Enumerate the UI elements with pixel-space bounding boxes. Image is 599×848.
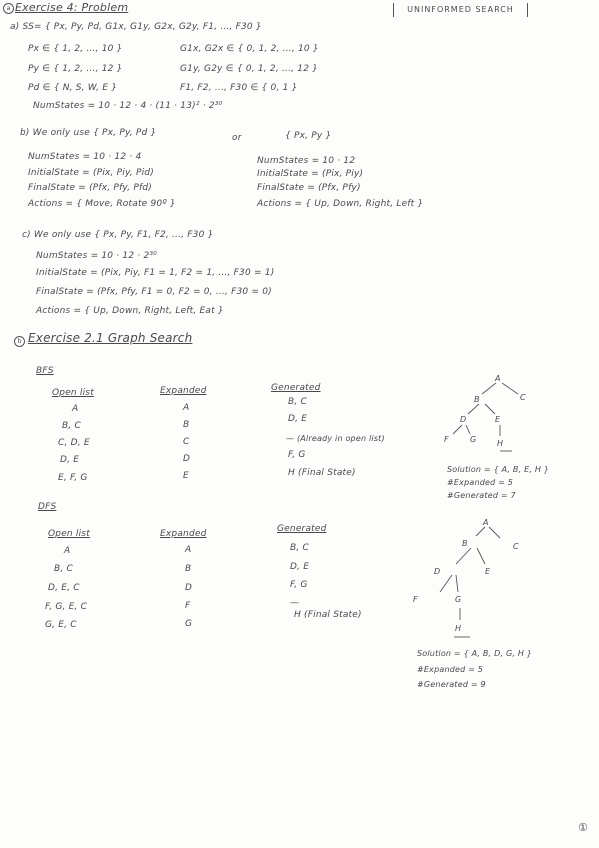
bfs-generated-row: B, C xyxy=(288,397,307,407)
dfs-solution: Solution = { A, B, D, G, H } xyxy=(417,649,533,658)
part-c-final-state: FinalState = (Pfx, Pfy, F1 = 0, F2 = 0, ..., F30 = 0) xyxy=(36,287,272,297)
dfs-tree-node: E xyxy=(485,567,491,576)
bfs-solution: Solution = { A, B, E, H } xyxy=(447,465,550,474)
bfs-generated-count: #Generated = 7 xyxy=(447,491,516,500)
bfs-tree-node: E xyxy=(495,415,501,424)
bfs-generated-row: H (Final State) xyxy=(288,468,356,478)
dfs-open-row: G, E, C xyxy=(45,620,77,630)
bfs-tree-node: A xyxy=(495,374,501,383)
dfs-expanded-row: B xyxy=(185,564,192,574)
page-title: UNINFORMED SEARCH xyxy=(393,3,528,17)
part-b-initial-state-right: InitialState = (Pix, Piy) xyxy=(257,169,364,179)
part-a-gy-domain: G1y, G2y ∈ { 0, 1, 2, ..., 12 } xyxy=(180,64,319,74)
part-b-final-state-right: FinalState = (Pfx, Pfy) xyxy=(257,183,361,193)
part-c-initial-state: InitialState = (Pix, Piy, F1 = 1, F2 = 1, ..., F30 = 1) xyxy=(36,268,275,278)
bfs-tree-node: C xyxy=(520,393,526,402)
dfs-open-row: A xyxy=(64,546,71,556)
part-b-title-right: { Px, Py } xyxy=(285,131,332,141)
bfs-generated-row: D, E xyxy=(288,414,308,424)
dfs-expanded-row: A xyxy=(185,545,192,555)
dfs-generated-row: — xyxy=(290,598,300,608)
dfs-open-row: B, C xyxy=(54,564,73,574)
bfs-open-row: C, D, E xyxy=(58,438,90,448)
part-c-actions: Actions = { Up, Down, Right, Left, Eat } xyxy=(36,306,224,316)
part-a-state-space: a) SS= { Px, Py, Pd, G1x, G1y, G2x, G2y, F1, ..., F30 } xyxy=(10,22,262,32)
bfs-expanded-row: A xyxy=(183,403,190,413)
dfs-tree-node: F xyxy=(413,595,418,604)
bfs-open-row: E, F, G xyxy=(58,473,88,483)
dfs-tree-node: A xyxy=(483,518,489,527)
dfs-generated-row: F, G xyxy=(290,580,308,590)
bfs-tree-node: F xyxy=(444,435,449,444)
dfs-tree-node: C xyxy=(513,542,519,551)
bfs-tree-node: B xyxy=(474,395,480,404)
dfs-open-row: F, G, E, C xyxy=(45,602,88,612)
bfs-generated-row: — (Already in open list) xyxy=(286,434,385,443)
dfs-generated-count: #Generated = 9 xyxy=(417,680,486,689)
bfs-open-header: Open list xyxy=(52,388,94,398)
bfs-generated-row: F, G xyxy=(288,450,306,460)
bfs-expanded-row: D xyxy=(183,454,191,464)
bfs-label: BFS xyxy=(36,366,54,376)
part-c-num-states: NumStates = 10 · 12 · 2³⁰ xyxy=(36,251,157,261)
part-b-or: or xyxy=(232,133,242,143)
part-b-actions-right: Actions = { Up, Down, Right, Left } xyxy=(257,199,424,209)
bfs-expanded-row: B xyxy=(183,420,190,430)
bfs-tree-node: H xyxy=(497,439,504,448)
dfs-expanded-row: D xyxy=(185,583,193,593)
dfs-tree-node: H xyxy=(455,624,462,633)
part-a-px-domain: Px ∈ { 1, 2, ..., 10 } xyxy=(28,44,123,54)
dfs-tree-node: D xyxy=(434,567,441,576)
dfs-tree-node: G xyxy=(455,595,462,604)
part-b-initial-state: InitialState = (Pix, Piy, Pid) xyxy=(28,168,154,178)
page-number: ① xyxy=(578,821,589,834)
dfs-expanded-header: Expanded xyxy=(160,529,207,539)
bfs-tree-node: G xyxy=(470,435,477,444)
bfs-expanded-row: E xyxy=(183,471,189,481)
bfs-open-row: D, E xyxy=(60,455,80,465)
part-b-title: b) We only use { Px, Py, Pd } xyxy=(20,128,157,138)
dfs-label: DFS xyxy=(38,502,57,512)
bfs-open-row: B, C xyxy=(62,421,81,431)
part-a-num-states: NumStates = 10 · 12 · 4 · (11 · 13)² · 2³⁰ xyxy=(33,101,223,111)
bfs-open-row: A xyxy=(72,404,79,414)
part-b-num-states: NumStates = 10 · 12 · 4 xyxy=(28,152,142,162)
part-c-title: c) We only use { Px, Py, F1, F2, ..., F30 } xyxy=(22,230,214,240)
bfs-expanded-count: #Expanded = 5 xyxy=(447,478,514,487)
part-b-num-states-right: NumStates = 10 · 12 xyxy=(257,156,356,166)
dfs-expanded-count: #Expanded = 5 xyxy=(417,665,484,674)
bfs-expanded-header: Expanded xyxy=(160,386,207,396)
dfs-generated-row: B, C xyxy=(290,543,309,553)
dfs-generated-row: H (Final State) xyxy=(294,610,362,620)
dfs-open-header: Open list xyxy=(48,529,90,539)
part-a-gx-domain: G1x, G2x ∈ { 0, 1, 2, ..., 10 } xyxy=(180,44,319,54)
part-b-actions: Actions = { Move, Rotate 90º } xyxy=(28,199,176,209)
part-a-f-domain: F1, F2, ..., F30 ∈ { 0, 1 } xyxy=(180,83,298,93)
dfs-expanded-row: G xyxy=(185,619,193,629)
part-a-pd-domain: Pd ∈ { N, S, W, E } xyxy=(28,83,118,93)
dfs-generated-header: Generated xyxy=(277,524,327,534)
dfs-expanded-row: F xyxy=(185,601,191,611)
dfs-generated-row: D, E xyxy=(290,562,310,572)
exercise-1-title: Exercise 4: Problem xyxy=(15,1,129,14)
exercise-marker-a: a xyxy=(3,3,14,14)
bfs-expanded-row: C xyxy=(183,437,190,447)
part-b-final-state: FinalState = (Pfx, Pfy, Pfd) xyxy=(28,183,153,193)
bfs-tree-node: D xyxy=(460,415,467,424)
exercise-2-title: Exercise 2.1 Graph Search xyxy=(28,331,193,345)
bfs-generated-header: Generated xyxy=(271,383,321,393)
exercise-marker-b: b xyxy=(14,336,25,347)
dfs-tree-node: B xyxy=(462,539,468,548)
part-a-py-domain: Py ∈ { 1, 2, ..., 12 } xyxy=(28,64,123,74)
dfs-open-row: D, E, C xyxy=(48,583,80,593)
